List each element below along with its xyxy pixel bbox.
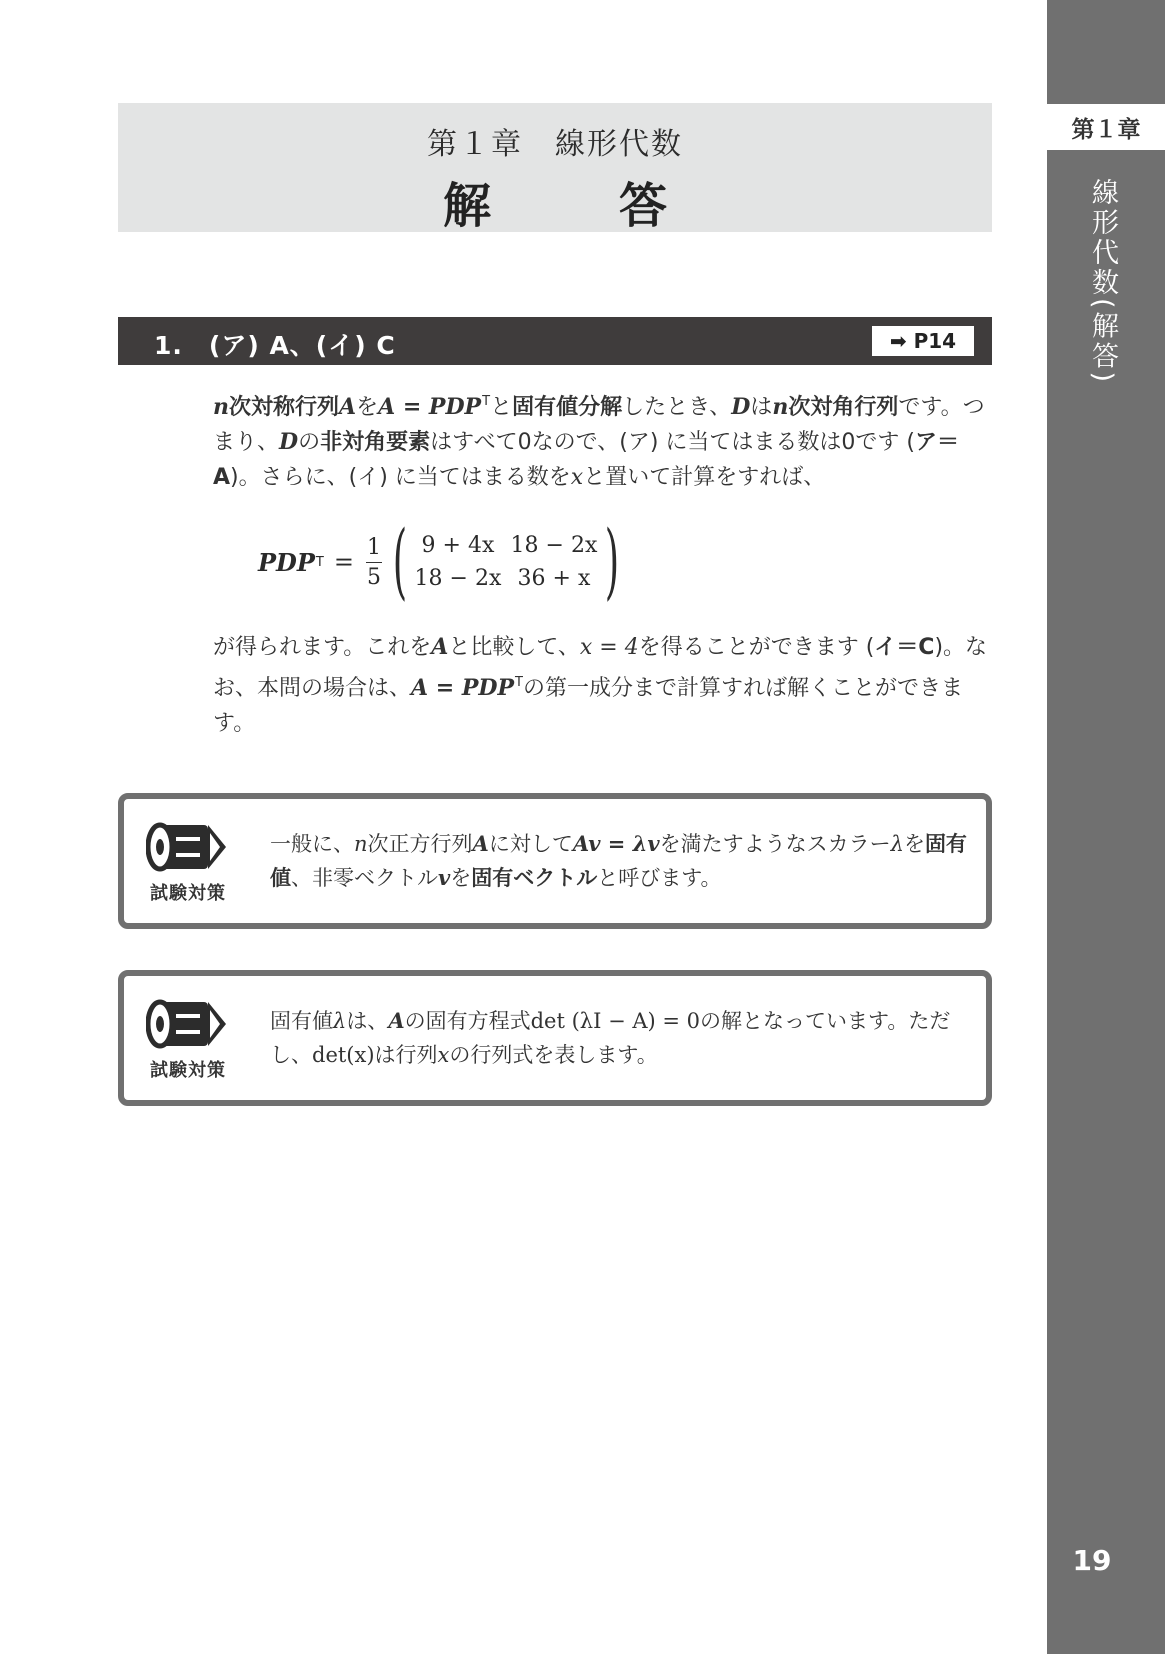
- side-chapter-label: 第１章: [1047, 104, 1165, 150]
- matrix-cell: 18 − 2x: [414, 566, 502, 591]
- pencil-icon: [146, 998, 228, 1050]
- exam-tip-text: 固有値λは、Aの固有方程式det (λI − A) = 0の解となっています。ただし、det(x)は行列xの行列式を表します。: [270, 1008, 951, 1067]
- matrix-cell: 9 + 4x: [421, 533, 495, 558]
- exam-tip-caption: 試験対策: [150, 1060, 226, 1081]
- exam-tip-caption: 試験対策: [150, 883, 226, 904]
- pencil-icon: [146, 821, 228, 873]
- page-reference: P14: [913, 329, 957, 353]
- chapter-title: 第１章 線形代数: [427, 127, 683, 162]
- exam-tip-box: [118, 970, 992, 1106]
- matrix-equation: PDP T = $\frac{1}{5}$ ( 9 + 4x 18 − 2x 18 − 2x 36 + x ): [258, 514, 620, 609]
- question-answer-label: 1. (ア) A、(イ) C: [154, 331, 396, 360]
- exam-tip-box: [118, 793, 992, 929]
- side-chapter-title: 線形代数(解答): [1087, 178, 1118, 386]
- matrix: [410, 533, 602, 591]
- page-reference-link[interactable]: [872, 326, 974, 356]
- exam-tip-text: 一般に、n次正方行列Aに対してAv = λvを満たすようなスカラーλを固有値、非零ベクトルvを固有ベクトルと呼びます。: [270, 831, 967, 890]
- matrix-cell: 18 − 2x: [510, 533, 598, 558]
- explanation-paragraph-1: n次対称行列Aを$A = PDP^T$と固有値分解したとき、Dはn次対角行列です。つまり、Dの非対角要素はすべて0なので、(ア) に当てはまる数は0です (ア＝A)。さらに、(イ) に当てはまる数をxと置いて計算をすれば、: [213, 394, 985, 490]
- chapter-header: [118, 103, 992, 232]
- equation-lhs: PDP: [258, 547, 315, 577]
- explanation-paragraph-2: が得られます。これをAと比較して、x = 4を得ることができます (イ＝C)。なお、本問の場合は、$A = PDP^T$の第一成分まで計算すれば解くことができます。: [213, 634, 988, 736]
- matrix-cell: 36 + x: [517, 566, 591, 591]
- answer-title: 解 答: [442, 178, 707, 234]
- page-number: 19: [1072, 1544, 1112, 1577]
- question-bar: [118, 317, 992, 365]
- fraction: $\frac{1}{5}$: [366, 534, 381, 590]
- arrow-right-icon: ➡: [889, 329, 907, 353]
